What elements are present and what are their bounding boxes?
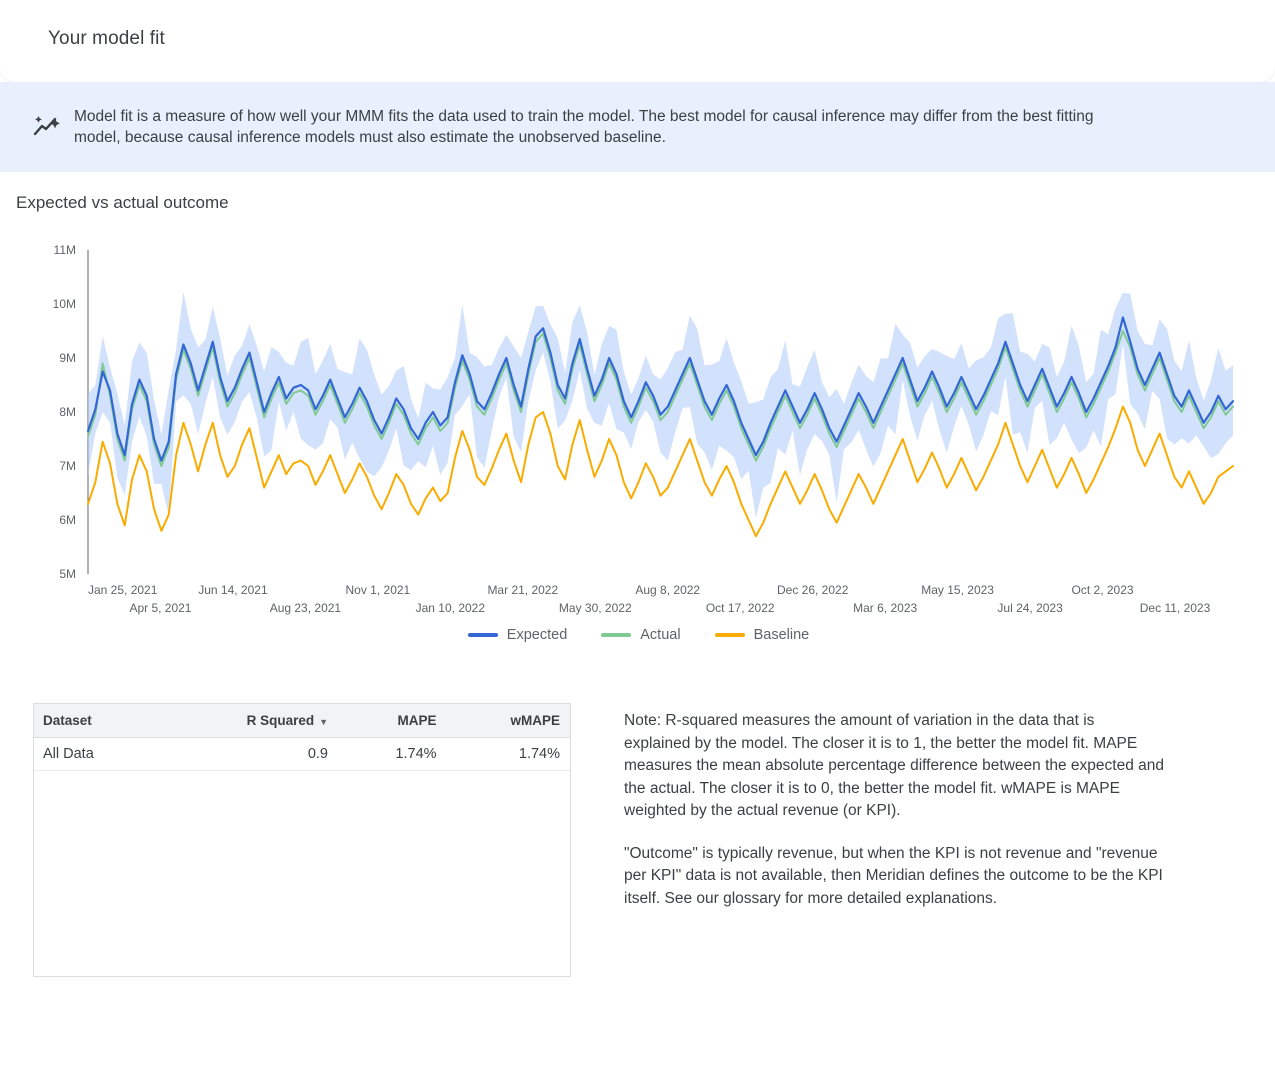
page-title: Your model fit: [48, 28, 165, 49]
table-header-row: [34, 704, 570, 738]
column-header-r-squared[interactable]: [158, 704, 338, 738]
svg-text:Mar 6, 2023: Mar 6, 2023: [853, 601, 918, 615]
svg-text:Oct 2, 2023: Oct 2, 2023: [1071, 583, 1134, 597]
svg-text:Aug 23, 2021: Aug 23, 2021: [269, 601, 342, 615]
chart-legend: [16, 622, 1261, 648]
svg-text:May 15, 2023: May 15, 2023: [921, 583, 994, 597]
svg-text:6M: 6M: [59, 513, 76, 527]
svg-text:Aug 8, 2022: Aug 8, 2022: [635, 583, 701, 597]
legend-label-actual: Actual: [640, 627, 681, 643]
table-row: [34, 738, 570, 771]
info-banner-text: Model fit is a measure of how well your MMM fits the data used to train the model. The best model for causal inference may differ from the best fitting model, because causal inference models must also estimate the unobserved baseline.: [74, 108, 1094, 146]
column-header-dataset[interactable]: Dataset: [34, 704, 158, 738]
svg-text:Dec 26, 2022: Dec 26, 2022: [776, 583, 849, 597]
cell-mape: 1.74%: [338, 738, 447, 771]
svg-text:5M: 5M: [59, 567, 76, 581]
note-paragraph-1: Note: R-squared measures the amount of variation in the data that is explained by the model. The closer it is to 1, the better the model fit. MAPE measures the mean absolute percentage difference between the expected and the actual. The closer it is to 0, the better the model fit. wMAPE is MAPE weighted by the actual revenue (or KPI).: [624, 712, 1165, 819]
svg-text:Jul 24, 2023: Jul 24, 2023: [997, 601, 1063, 615]
legend-swatch-baseline: [715, 633, 745, 637]
model-fit-table: [33, 703, 571, 977]
svg-text:Jun 14, 2021: Jun 14, 2021: [198, 583, 268, 597]
svg-text:9M: 9M: [59, 351, 76, 365]
svg-text:Nov 1, 2021: Nov 1, 2021: [345, 583, 411, 597]
svg-text:May 30, 2022: May 30, 2022: [558, 601, 632, 615]
column-header-r-squared-label: R Squared: [246, 713, 315, 728]
legend-label-baseline: Baseline: [753, 627, 810, 643]
cell-wmape: 1.74%: [447, 738, 570, 771]
legend-item-baseline[interactable]: [715, 627, 810, 643]
svg-text:11M: 11M: [53, 243, 76, 257]
svg-text:Jan 25, 2021: Jan 25, 2021: [88, 583, 158, 597]
column-header-wmape[interactable]: wMAPE: [447, 704, 570, 738]
sort-descending-icon[interactable]: ▼: [319, 717, 329, 727]
svg-text:Jan 10, 2022: Jan 10, 2022: [415, 601, 486, 615]
legend-item-expected[interactable]: [468, 627, 567, 643]
svg-text:Apr 5, 2021: Apr 5, 2021: [129, 601, 192, 615]
page-card: [0, 0, 1275, 82]
column-header-mape[interactable]: MAPE: [338, 704, 447, 738]
info-banner: [0, 82, 1275, 172]
chart-canvas: [16, 232, 1261, 652]
svg-text:Oct 17, 2022: Oct 17, 2022: [705, 601, 775, 615]
legend-swatch-expected: [468, 633, 498, 637]
notes-block: [624, 710, 1164, 910]
cell-dataset: All Data: [34, 738, 158, 771]
legend-item-actual[interactable]: [601, 627, 680, 643]
svg-text:7M: 7M: [59, 459, 76, 473]
cell-r-squared: 0.9: [158, 738, 338, 771]
expected-vs-actual-chart: [16, 232, 1261, 652]
legend-swatch-actual: [601, 633, 631, 637]
legend-label-expected: Expected: [506, 627, 568, 643]
chart-title: Expected vs actual outcome: [16, 193, 229, 212]
svg-text:8M: 8M: [59, 405, 76, 419]
svg-text:Dec 11, 2023: Dec 11, 2023: [1139, 601, 1211, 615]
svg-text:10M: 10M: [52, 297, 76, 311]
insights-sparkle-icon: [18, 112, 74, 142]
svg-text:Mar 21, 2022: Mar 21, 2022: [487, 583, 559, 597]
note-paragraph-2: "Outcome" is typically revenue, but when the KPI is not revenue and "revenue per KPI" data is not available, then Meridian defines the outcome to be the KPI itself. See our glossary for more detailed explanations.: [624, 844, 1163, 907]
